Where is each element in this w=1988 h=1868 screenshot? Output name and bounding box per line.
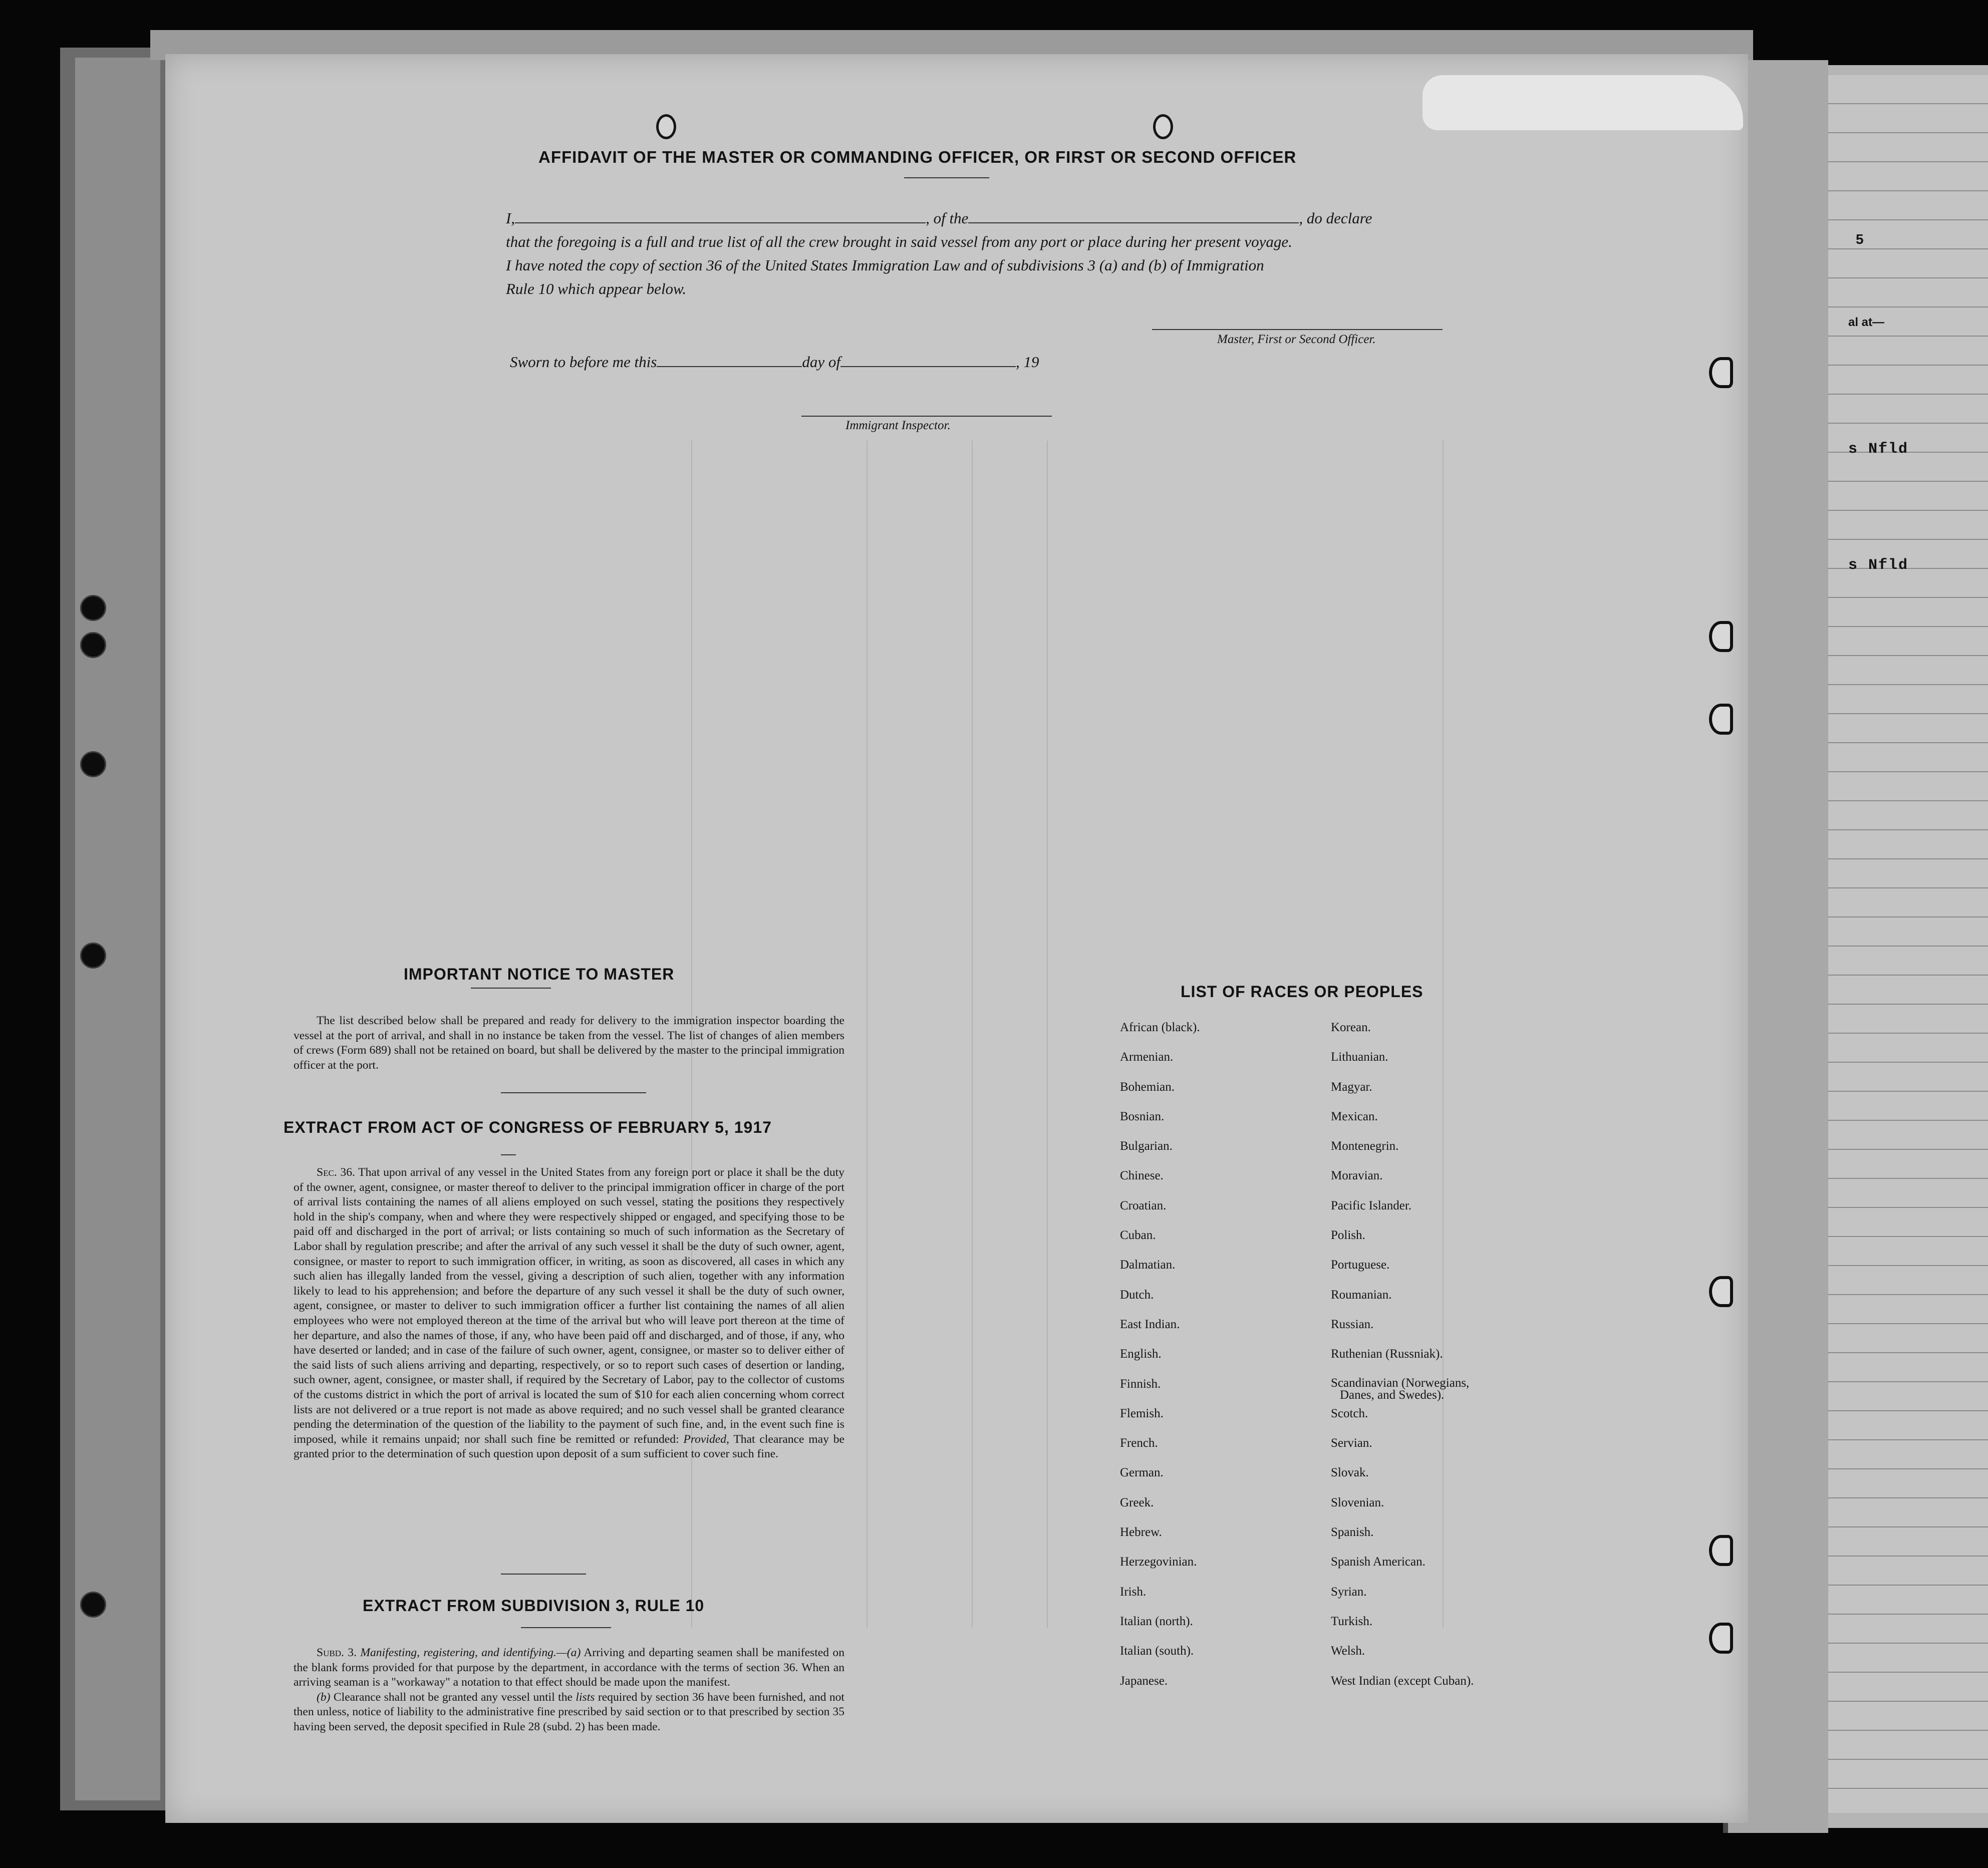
race-item: Servian. [1331, 1436, 1372, 1450]
bleed-column-line [1047, 441, 1048, 1628]
divider [501, 1574, 586, 1575]
race-item: Cuban. [1120, 1228, 1156, 1242]
race-item: Portuguese. [1331, 1258, 1390, 1272]
background-sheet-left-inner [75, 58, 160, 1800]
sworn-prefix: Sworn to before me this [510, 353, 657, 371]
race-item-scandinavian-cont: Danes, and Swedes). [1340, 1388, 1445, 1402]
punch-hole [1709, 621, 1733, 652]
race-item: Japanese. [1120, 1674, 1168, 1688]
name-fill-line[interactable] [515, 222, 926, 223]
race-item: Russian. [1331, 1317, 1374, 1331]
document-page [165, 54, 1748, 1823]
race-item: Finnish. [1120, 1377, 1161, 1391]
affidavit-line-4: Rule 10 which appear below. [506, 280, 687, 297]
affidavit-do-declare: , do declare [1299, 209, 1372, 227]
important-notice-title: IMPORTANT NOTICE TO MASTER [404, 965, 675, 983]
race-item: Croatian. [1120, 1198, 1167, 1212]
margin-text-arrived: al at— [1848, 316, 1885, 329]
punch-hole [1709, 357, 1733, 388]
affidavit-declaration-line [506, 209, 1372, 227]
master-signature-line[interactable] [1152, 329, 1443, 330]
punch-hole [1709, 1535, 1733, 1566]
race-item: Italian (north). [1120, 1614, 1193, 1628]
subd-b-text-1: Clearance shall not be granted any vessel until the [333, 1690, 573, 1704]
punch-hole [1709, 704, 1733, 735]
race-item: Hebrew. [1120, 1525, 1162, 1539]
master-signature-label: Master, First or Second Officer. [1217, 333, 1376, 346]
race-item: Ruthenian (Russniak). [1331, 1347, 1443, 1361]
race-item: Mexican. [1331, 1109, 1378, 1123]
page-torn-corner [1423, 75, 1743, 130]
race-item: Dutch. [1120, 1288, 1154, 1302]
important-notice-body [294, 1014, 844, 1073]
provided-word: Provided, [683, 1432, 729, 1446]
divider [904, 177, 989, 178]
divider [471, 988, 551, 989]
race-item: Slovak. [1331, 1466, 1369, 1480]
punch-hole [1709, 1276, 1733, 1307]
sworn-year: , 19 [1015, 353, 1039, 371]
subd-b-lists: lists [576, 1690, 595, 1704]
bleed-column-line [867, 441, 868, 1628]
race-item: Moravian. [1331, 1169, 1383, 1183]
bleed-column-line [972, 441, 973, 1628]
inspector-label: Immigrant Inspector. [845, 419, 951, 432]
punch-hole [1153, 114, 1173, 139]
race-item: Roumanian. [1331, 1288, 1392, 1302]
binder-hole [80, 751, 106, 777]
race-item: Turkish. [1331, 1614, 1373, 1628]
section-36-end: That clearance may be granted prior to the determination of such question upon deposit of a sum sufficient to cover such fine. [294, 1432, 844, 1461]
race-item: Bohemian. [1120, 1080, 1175, 1094]
race-item: East Indian. [1120, 1317, 1180, 1331]
race-item: Flemish. [1120, 1406, 1164, 1420]
subd-a-text: Arriving and departing seamen shall be manifested on the blank forms provided for that purpose by the department, in accordance with the terms of section 36. When an arriving seaman is a "workaway" a notation to that effect should be made upon the manifest. [294, 1646, 845, 1689]
vessel-fill-line[interactable] [968, 222, 1299, 223]
affidavit-line-2: that the foregoing is a full and true list of all the crew brought in said vessel from any port or place during her present voyage. [506, 233, 1292, 250]
subd-label: Subd. 3. [317, 1646, 357, 1659]
race-item: West Indian (except Cuban). [1331, 1674, 1474, 1688]
race-item: Spanish. [1331, 1525, 1374, 1539]
act-extract-body [294, 1165, 844, 1462]
race-item: Magyar. [1331, 1080, 1372, 1094]
binder-hole [80, 632, 106, 658]
subd-b-label: (b) [317, 1690, 331, 1704]
race-item: Korean. [1331, 1021, 1371, 1034]
subd-b-text-2: required by section 36 have been furnished, and not then unless, notice of liability to the administrative fine prescribed by said section or to that prescribed by section 35 having been served, the deposit specified in Rule 28 (subd. 2) has been made. [294, 1690, 844, 1733]
race-item: Greek. [1120, 1495, 1154, 1509]
punch-hole [1709, 1623, 1733, 1654]
sworn-line [510, 353, 1039, 371]
margin-text-nfld-2: s Nfld [1848, 557, 1909, 574]
race-item: Armenian. [1120, 1050, 1174, 1064]
act-extract-title: EXTRACT FROM ACT OF CONGRESS OF FEBRUARY 5, 1917 [283, 1118, 772, 1136]
inspector-signature-line[interactable] [801, 416, 1052, 417]
punch-hole [656, 114, 676, 139]
divider [501, 1092, 646, 1093]
race-item: Welsh. [1331, 1644, 1365, 1658]
race-item-scandinavian: Scandinavian (Norwegians, [1331, 1376, 1470, 1390]
month-fill-line[interactable] [840, 366, 1016, 367]
race-item [1331, 1377, 1474, 1407]
section-36-text: That upon arrival of any vessel in the United States from any foreign port or place it shall be the duty of the owner, agent, consignee, or master thereof to deliver to the principal immigration officer in charge of the port of arrival lists containing the names of all aliens employed on such vessel, stating the positions they respectively hold in the ship's company, when and where they were respectively shipped or engaged, and specifying those to be paid off and discharged in the port of arrival; or lists containing so much of such information as the Secretary of Labor shall by regulation prescribe; and after the arrival of any such vessel it shall be the duty of such owner, agent, consignee, or master to report to such immigration officer, in writing, as soon as discovered, all cases in which any such alien has illegally landed from the vessel, giving a description of such alien, together with any information likely to lead to his apprehension; and before the departure of any such vessel it shall be the duty of such owner, agent, consignee, or master to deliver to such immigration officer a further list containing the names of all alien employees who were not employed thereon at the time of the arrival but who will leave port thereon at the time of her departure, and also the names of those, if any, who have been paid off and discharged, and of those, if any, who have deserted or landed; and in case of the failure of such owner, agent, consignee, or master so to deliver either of the said lists of such aliens arriving and departing, respectively, or so to report such cases of desertion or landing, such owner, agent, consignee, or master shall, if required by the Secretary of Labor, pay to the collector of customs of the customs district in which the port of arrival is located the sum of $10 for each alien concerning whom correct lists are not delivered or a true report is not made as above required; and no such vessel shall be granted clearance pending the determination of the question of the liability to the payment of such fine, and, in the event such fine is imposed, while it remains unpaid; nor shall such fine be remitted or refunded: [294, 1166, 844, 1446]
race-item: Syrian. [1331, 1585, 1367, 1599]
important-notice-text: The list described below shall be prepared and ready for delivery to the immigration inspector boarding the vessel at the port of arrival, and shall in no instance be taken from the vessel. The list of changes of alien members of crews (Form 689) shall not be retained on board, but shall be delivered by the master to the principal immigration officer at the port. [294, 1014, 844, 1072]
race-item: Irish. [1120, 1585, 1147, 1599]
race-item: Scotch. [1331, 1406, 1368, 1420]
rule-extract-title: EXTRACT FROM SUBDIVISION 3, RULE 10 [363, 1597, 705, 1615]
race-item: Italian (south). [1120, 1644, 1194, 1658]
race-item: Bulgarian. [1120, 1139, 1173, 1153]
race-item: Herzegovinian. [1120, 1555, 1197, 1569]
affidavit-i: I, [506, 209, 515, 227]
binder-hole [80, 595, 106, 621]
race-item: Polish. [1331, 1228, 1365, 1242]
affidavit-line-3: I have noted the copy of section 36 of the United States Immigration Law and of subdivisions 3 (a) and (b) of Immigration [506, 256, 1264, 274]
affidavit-title: AFFIDAVIT OF THE MASTER OR COMMANDING OFFICER, OR FIRST OR SECOND OFFICER [538, 148, 1297, 166]
race-item: French. [1120, 1436, 1158, 1450]
subd-heading: Manifesting, registering, and identifying.—(a) [360, 1646, 581, 1659]
race-item: Slovenian. [1331, 1495, 1384, 1509]
binder-hole [80, 943, 106, 969]
races-right-column [1331, 1021, 1474, 1704]
divider [521, 1627, 611, 1628]
binder-hole [80, 1592, 106, 1618]
race-item: African (black). [1120, 1021, 1200, 1034]
races-left-column [1120, 1021, 1200, 1704]
rule-extract-body [294, 1646, 844, 1735]
race-item: Spanish American. [1331, 1555, 1426, 1569]
race-item: Lithuanian. [1331, 1050, 1388, 1064]
sworn-day-of: day of [802, 353, 840, 371]
race-item: Chinese. [1120, 1169, 1164, 1183]
section-label: Sec. 36. [317, 1166, 355, 1179]
divider [501, 1154, 516, 1155]
race-item: English. [1120, 1347, 1162, 1361]
affidavit-of-the: , of the [926, 209, 969, 227]
races-title: LIST OF RACES OR PEOPLES [1181, 983, 1424, 1001]
day-fill-line[interactable] [657, 366, 802, 367]
race-item: Bosnian. [1120, 1109, 1165, 1123]
race-item: Pacific Islander. [1331, 1198, 1412, 1212]
race-item: Montenegrin. [1331, 1139, 1399, 1153]
race-item: Dalmatian. [1120, 1258, 1176, 1272]
race-item: German. [1120, 1466, 1164, 1480]
margin-text-number: 5 [1856, 231, 1864, 247]
margin-text-nfld-1: s Nfld [1848, 441, 1909, 458]
